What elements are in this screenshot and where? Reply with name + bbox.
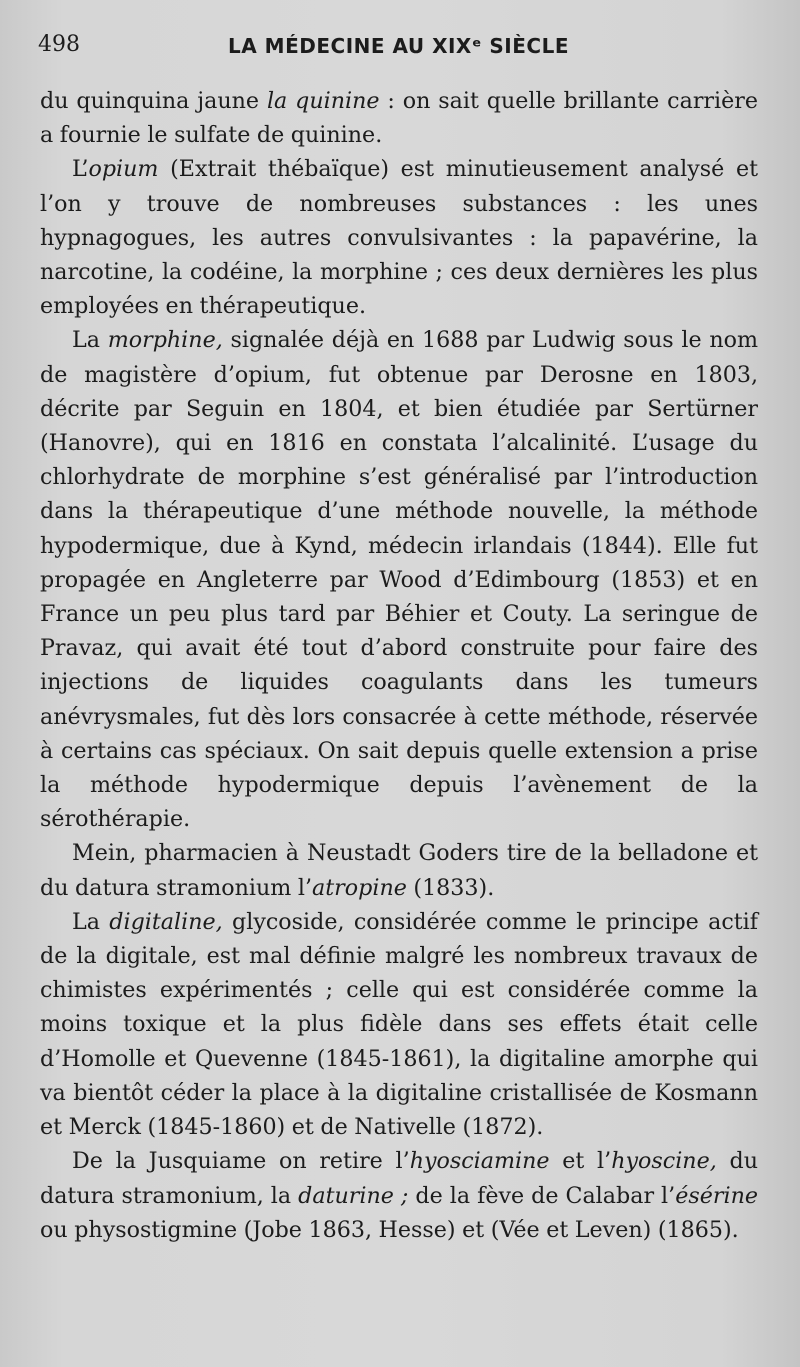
italic-term: hyosciamine	[409, 1148, 550, 1175]
text-run: du quinquina jaune	[40, 88, 267, 114]
paragraph	[40, 323, 758, 836]
paragraph	[40, 905, 758, 1144]
text-run: et l’	[549, 1148, 612, 1175]
text-run: ou physostigmine (Jobe 1863, Hesse) et (Vée et Leven) (1865).	[40, 1216, 739, 1243]
paragraph	[40, 152, 758, 323]
italic-term: atropine	[312, 874, 407, 901]
text-run: La	[72, 908, 110, 935]
text-run: L’	[72, 156, 89, 183]
italic-term: hyoscine,	[611, 1148, 717, 1175]
text-run: Mein, pharmacien à Neustadt Goders tire de la belladone et du datura stramonium l’	[40, 840, 758, 901]
paragraph	[40, 84, 758, 152]
page-number: 498	[38, 32, 80, 57]
body-text	[40, 84, 758, 1247]
italic-term: ésérine	[675, 1182, 758, 1209]
text-run: : on sait quelle brillante carrière a fournie le sulfate de quinine.	[40, 88, 758, 149]
text-run: La	[72, 327, 108, 354]
text-run: de la fève de Calabar l’	[408, 1182, 676, 1209]
italic-term: daturine ;	[298, 1182, 409, 1209]
running-title: LA MÉDECINE AU XIXᵉ SIÈCLE	[228, 34, 569, 58]
text-run: (1833).	[406, 874, 495, 901]
italic-term: morphine,	[107, 327, 223, 354]
text-run: glycoside, considérée comme le principe actif de la digitale, est mal définie malgré les nombreux travaux de chimistes expérimentés ; celle qui est considérée comme la moins toxique et la plus fidèle dans ses effets était celle d’Homolle et Quevenne (1845-1861), la digitaline amorphe qui va bientôt céder la place à la digitaline cristallisée de Kosmann et Merck (1845-1860) et de Nativelle (1872).	[40, 908, 758, 1141]
paragraph	[40, 836, 758, 904]
italic-term: digitaline,	[109, 908, 223, 935]
page-header	[38, 28, 762, 64]
text-run: signalée déjà en 1688 par Ludwig sous le nom de magistère d’opium, fut obtenue par Derosne en 1803, décrite par Seguin en 1804, et bien étudiée par Sertürner (Hanovre), qui en 1816 en constata l’alcalinité. L’usage du chlorhydrate de morphine s’est généralisé par l’introduction dans la thérapeutique d’une méthode nouvelle, la méthode hypodermique, due à Kynd, médecin irlandais (1844). Elle fut propagée en Angleterre par Wood d’Edimbourg (1853) et en France un peu plus tard par Béhier et Couty. La seringue de Pravaz, qui avait été tout d’abord construite pour faire des injections de liquides coagulants dans les tumeurs anévrysmales, fut dès lors consacrée à cette méthode, réservée à certains cas spéciaux. On sait depuis quelle extension a prise la méthode hypodermique depuis l’avènement de la sérothérapie.	[40, 327, 759, 833]
italic-term: la quinine	[266, 88, 380, 114]
italic-term: opium	[88, 156, 159, 183]
text-run: (Extrait thébaïque) est minutieusement analysé et l’on y trouve de nombreuses substances : les unes hypnagogues, les autres convulsivantes : la papavérine, la narcotine, la codéine, la morphine ; ces deux dernières les plus employées en thérapeutique.	[40, 156, 758, 320]
text-run: De la Jusquiame on retire l’	[72, 1148, 410, 1175]
text-run: du datura stramonium, la	[40, 1148, 758, 1209]
paragraph	[40, 1144, 758, 1247]
